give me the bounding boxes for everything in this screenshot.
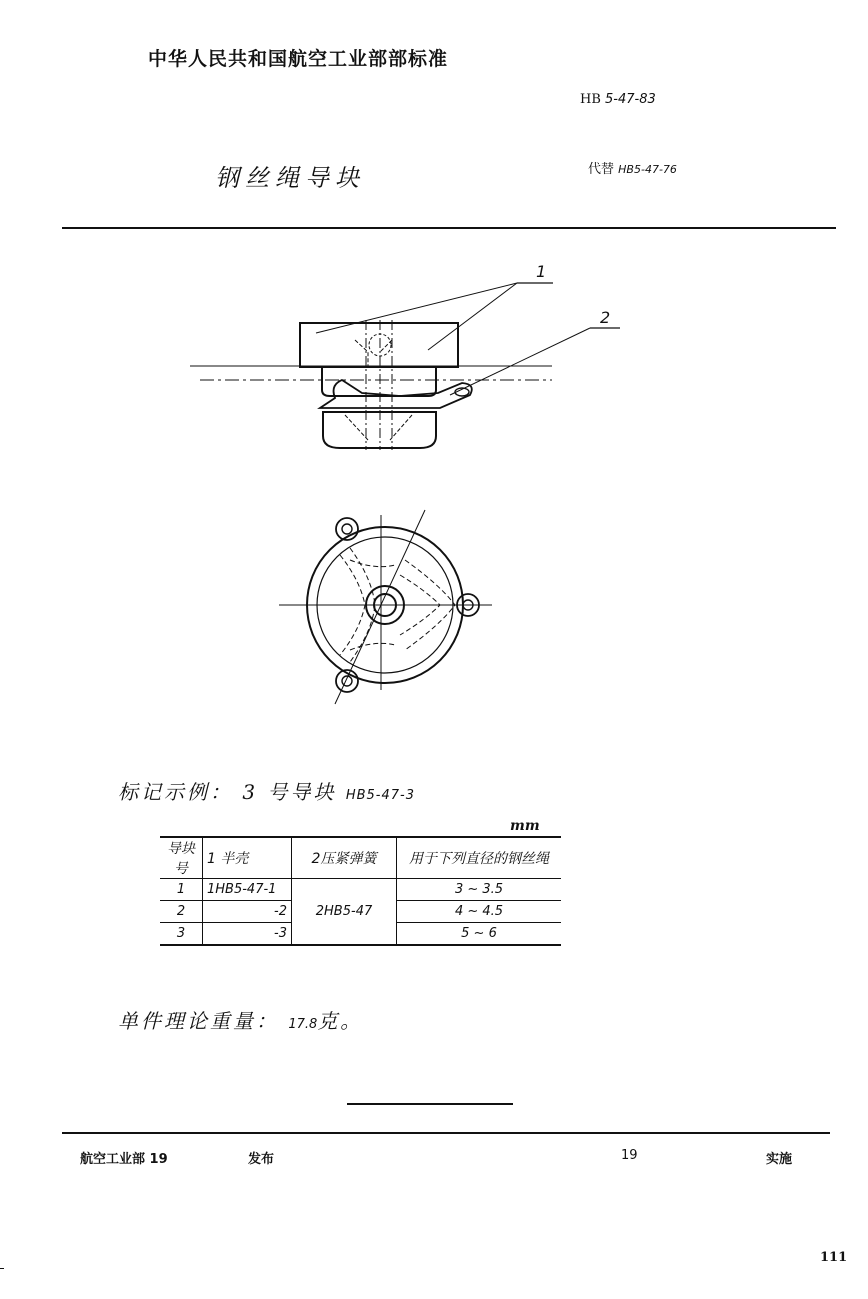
table-header-row: [160, 837, 561, 879]
cell-shell: -3: [203, 923, 292, 946]
footer-year: 19: [621, 1148, 638, 1163]
document-title: 钢丝绳导块: [215, 164, 365, 192]
cell-diameter: 3 ~ 3.5: [397, 879, 562, 901]
cell-diameter: 4 ~ 4.5: [397, 901, 562, 923]
header-spring: 2压紧弹簧: [292, 837, 397, 879]
cell-spring: 2HB5-47: [292, 879, 397, 946]
margin-tick: [0, 1268, 4, 1269]
replaces-label: 代替: [588, 162, 615, 177]
footer-issuer: 航空工业部 19: [80, 1152, 168, 1167]
header-block-no: 导块号: [160, 837, 203, 879]
cell-no: 3: [160, 923, 203, 946]
page-number: 111: [820, 1250, 848, 1265]
marking-label: 标记示例：: [118, 780, 233, 804]
table-row: [160, 879, 561, 901]
marking-text: 3 号导块: [242, 780, 337, 804]
standard-prefix: HB: [580, 92, 601, 107]
header-diameter: 用于下列直径的钢丝绳: [397, 837, 562, 879]
footer-effective: 实施: [766, 1152, 793, 1167]
standard-code: 5-47-83: [605, 92, 656, 107]
weight-unit: 克。: [317, 1009, 364, 1033]
end-rule: [347, 1103, 513, 1105]
cell-diameter: 5 ~ 6: [397, 923, 562, 946]
weight-label: 单件理论重量：: [118, 1009, 279, 1033]
weight-value: 17.8: [288, 1017, 318, 1032]
side-view: [190, 283, 620, 450]
standard-title: 中华人民共和国航空工业部部标准: [148, 48, 449, 70]
cell-shell: -2: [203, 901, 292, 923]
table-unit: mm: [510, 818, 540, 834]
cell-shell: 1HB5-47-1: [203, 879, 292, 901]
parts-table: [160, 836, 561, 946]
cell-no: 1: [160, 879, 203, 901]
plan-view: [279, 510, 492, 704]
footer-issued: 发布: [248, 1152, 275, 1167]
callout-1: 1: [536, 262, 547, 281]
marking-example: [118, 776, 415, 805]
marking-code: HB5-47-3: [345, 788, 415, 803]
cell-no: 2: [160, 901, 203, 923]
callout-2: 2: [600, 308, 611, 327]
footer-rule: [62, 1132, 830, 1134]
replaces-number: HB5-47-76: [618, 163, 677, 176]
header-shell: 1 半壳: [203, 837, 292, 879]
unit-weight: [118, 1005, 363, 1034]
